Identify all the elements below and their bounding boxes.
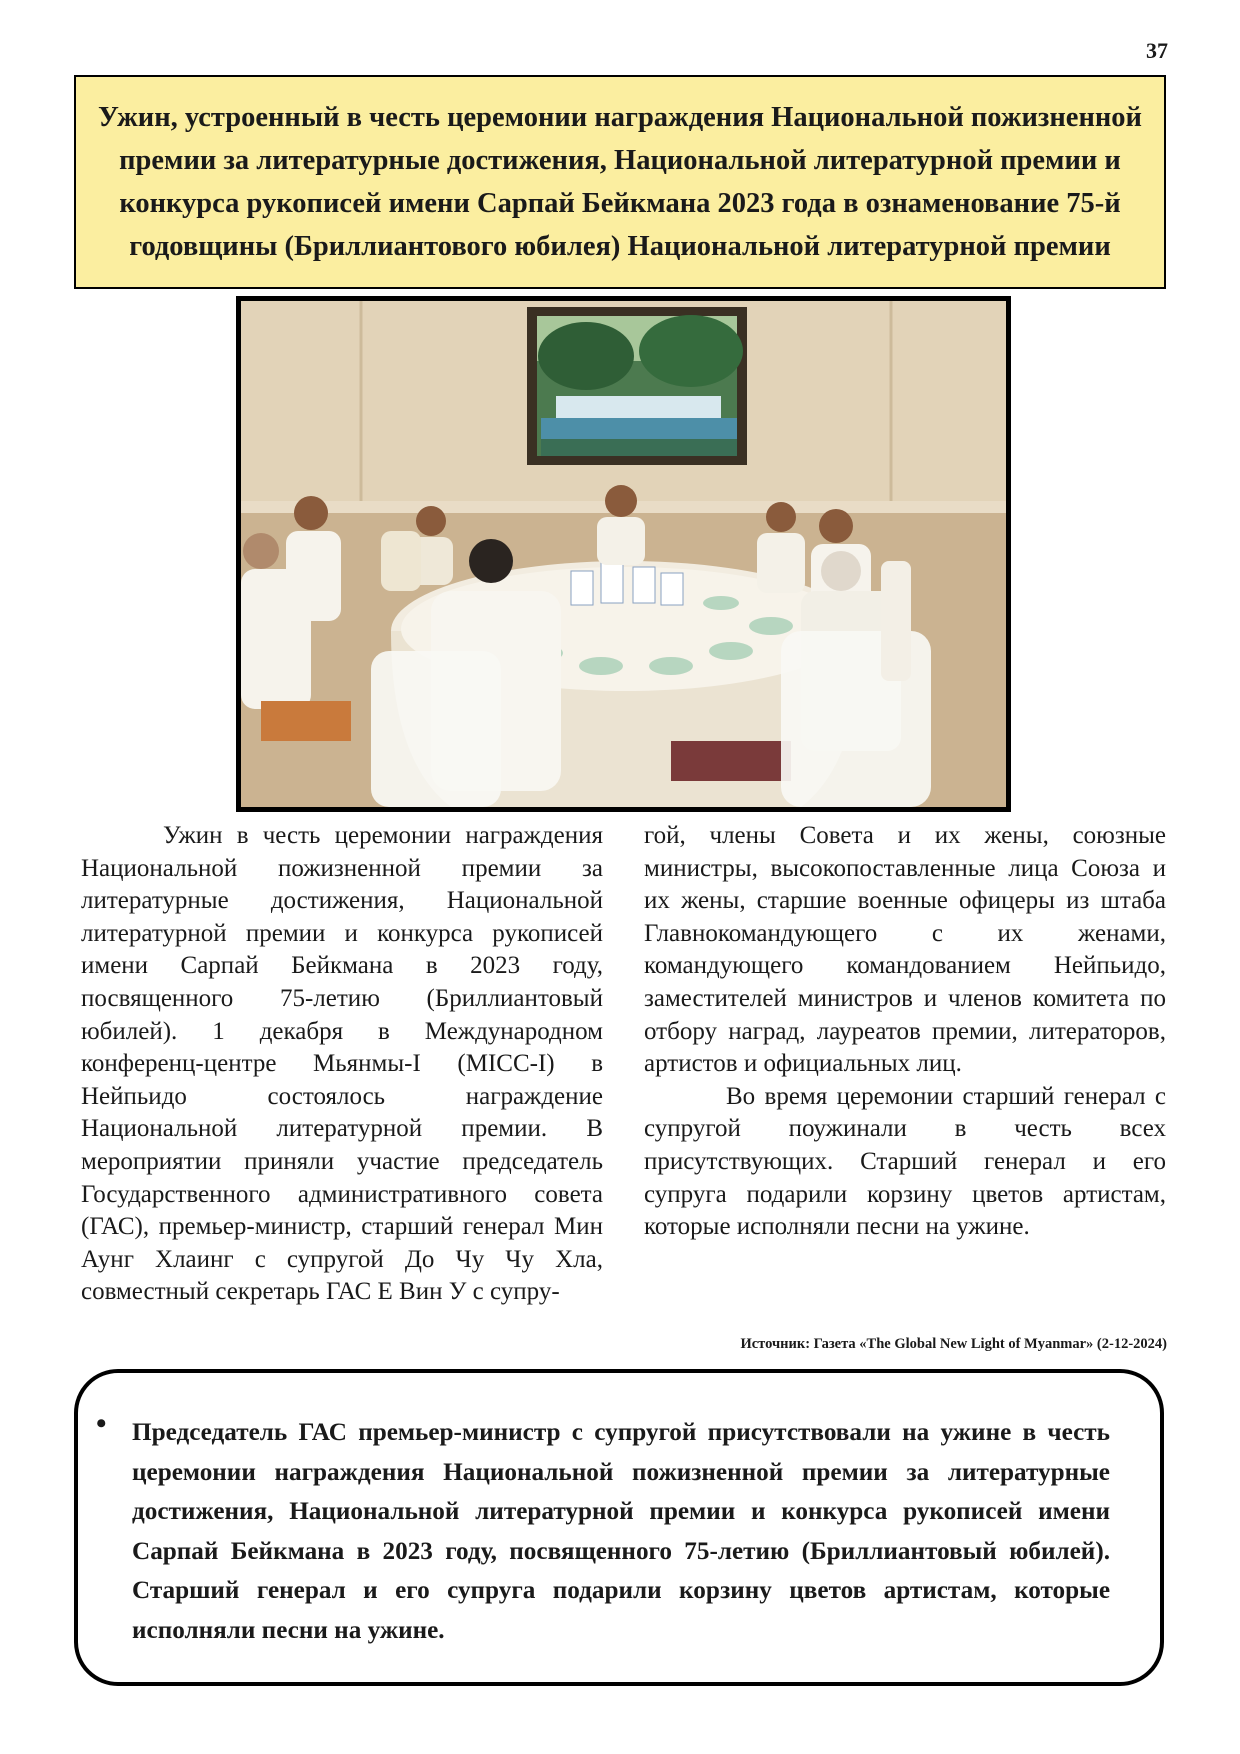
summary-box [74,1369,1164,1686]
page-title: Ужин, устроенный в честь церемонии награждения Национальной пожизненной премии за литературные достижения, Национальной литературной премии и конкурса рукописей имени Сарпай Бейкмана 2023 года в ознаменование 75-й годовщины (Бриллиантового юбилея) Национальной литературной премии [98,102,1142,262]
article-right-column [644,820,1166,1244]
bullet-icon: • [96,1407,107,1440]
article-paragraph: Во время церемонии старший генерал с супругой поужинали в честь всех присутствующих. Старший генерал и его супруга подарили корзину цветов артистам, которые исполняли песни на ужине. [644,1082,1166,1241]
article-paragraph-continued: гой, члены Совета и их жены, союзные министры, высокопоставленные лица Союза и их жены, старшие военные офицеры из штаба Главнокомандующего с их женами, командующего командованием Нейпьидо, заместителей министров и членов комитета по отбору наград, лауреатов премии, литераторов, артистов и официальных лиц. [644,822,1166,1078]
article-paragraph: Ужин в честь церемонии награждения Национальной пожизненной премии за литературные достижения, Национальной литературной премии и конкурса рукописей имени Сарпай Бейкмана в 2023 году, посвященного 75-летию (Бриллиантовый юбилей). 1 декабря в Международном конференц-центре Мьянмы-I (MICC-I) в Нейпьидо состоялось награждение Национальной литературной премии. В мероприятии приняли участие председатель Государственного административного совета (ГАС), премьер-министр, старший генерал Мин Аунг Хлаинг с супругой До Чу Чу Хла, совместный секретарь ГАС Е Вин У с супру- [81,822,603,1306]
dinner-photo-illustration [241,301,1006,807]
dinner-photo [236,296,1011,812]
article-left-column [81,820,603,1309]
page-number: 37 [1146,38,1168,63]
wall-painting [527,307,747,465]
title-box [74,75,1166,289]
summary-item: Председатель ГАС премьер-министр с супругой присутствовали на ужине в честь церемонии награждения Национальной пожизненной премии за литературные достижения, Национальной литературной премии и конкурса рукописей имени Сарпай Бейкмана в 2023 году, посвященного 75-летию (Бриллиантовый юбилей). Старший генерал и его супруга подарили корзину цветов артистам, которые исполняли песни на ужине. [132,1419,1110,1644]
source-citation: Источник: Газета «The Global New Light of Myanmar» (2-12-2024) [740,1336,1167,1352]
